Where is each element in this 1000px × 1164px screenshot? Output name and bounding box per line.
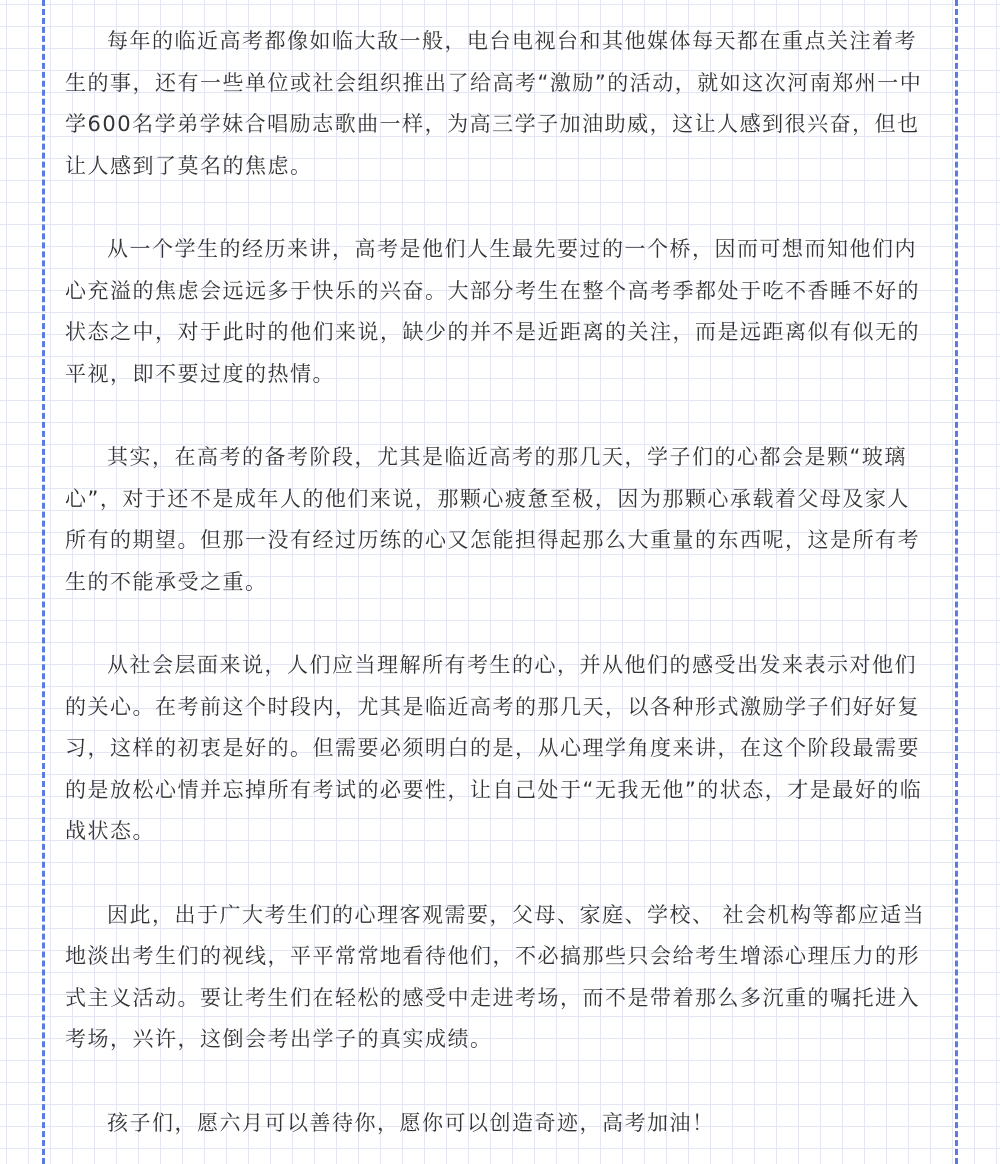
right-dashed-border	[955, 0, 958, 1164]
paragraph-2: 从一个学生的经历来讲，高考是他们人生最先要过的一个桥，因而可想而知他们内心充溢的焦虑会远远多于快乐的兴奋。大部分考生在整个高考季都处于吃不香睡不好的状态之中，对于此时的他们来说，缺少的并不是近距离的关注，而是远距离似有似无的平视，即不要过度的热情。	[65, 237, 920, 386]
left-dashed-border	[42, 0, 45, 1164]
article-body	[65, 21, 931, 1144]
paragraph-5: 因此，出于广大考生们的心理客观需要，父母、家庭、学校、 社会机构等都应适当地淡出考生们的视线，平平常常地看待他们，不必搞那些只会给考生增添心理压力的形式主义活动。要让考生们在轻松的感受中走进考场，而不是带着那么多沉重的嘱托进入考场，兴许，这倒会考出学子的真实成绩。	[65, 902, 926, 1051]
paragraph-1: 每年的临近高考都像如临大敌一般，电台电视台和其他媒体每天都在重点关注着考生的事，还有一些单位或社会组织推出了给高考“激励”的活动，就如这次河南郑州一中学600名学弟学妹合唱励志歌曲一样，为高三学子加油助威，这让人感到很兴奋，但也让人感到了莫名的焦虑。	[65, 29, 923, 178]
paragraph-3: 其实，在高考的备考阶段，尤其是临近高考的那几天，学子们的心都会是颗“玻璃心”，对于还不是成年人的他们来说，那颗心疲惫至极，因为那颗心承载着父母及家人所有的期望。但那一没有经过历练的心又怎能担得起那么大重量的东西呢，这是所有考生的不能承受之重。	[65, 445, 920, 594]
paragraph-4: 从社会层面来说，人们应当理解所有考生的心，并从他们的感受出发来表示对他们的关心。在考前这个时段内，尤其是临近高考的那几天，以各种形式激励学子们好好复习，这样的初衷是好的。但需要必须明白的是，从心理学角度来讲，在这个阶段最需要的是放松心情并忘掉所有考试的必要性，让自己处于“无我无他”的状态，才是最好的临战状态。	[65, 653, 923, 843]
paragraph-6: 孩子们，愿六月可以善待你，愿你可以创造奇迹，高考加油！	[107, 1110, 715, 1135]
